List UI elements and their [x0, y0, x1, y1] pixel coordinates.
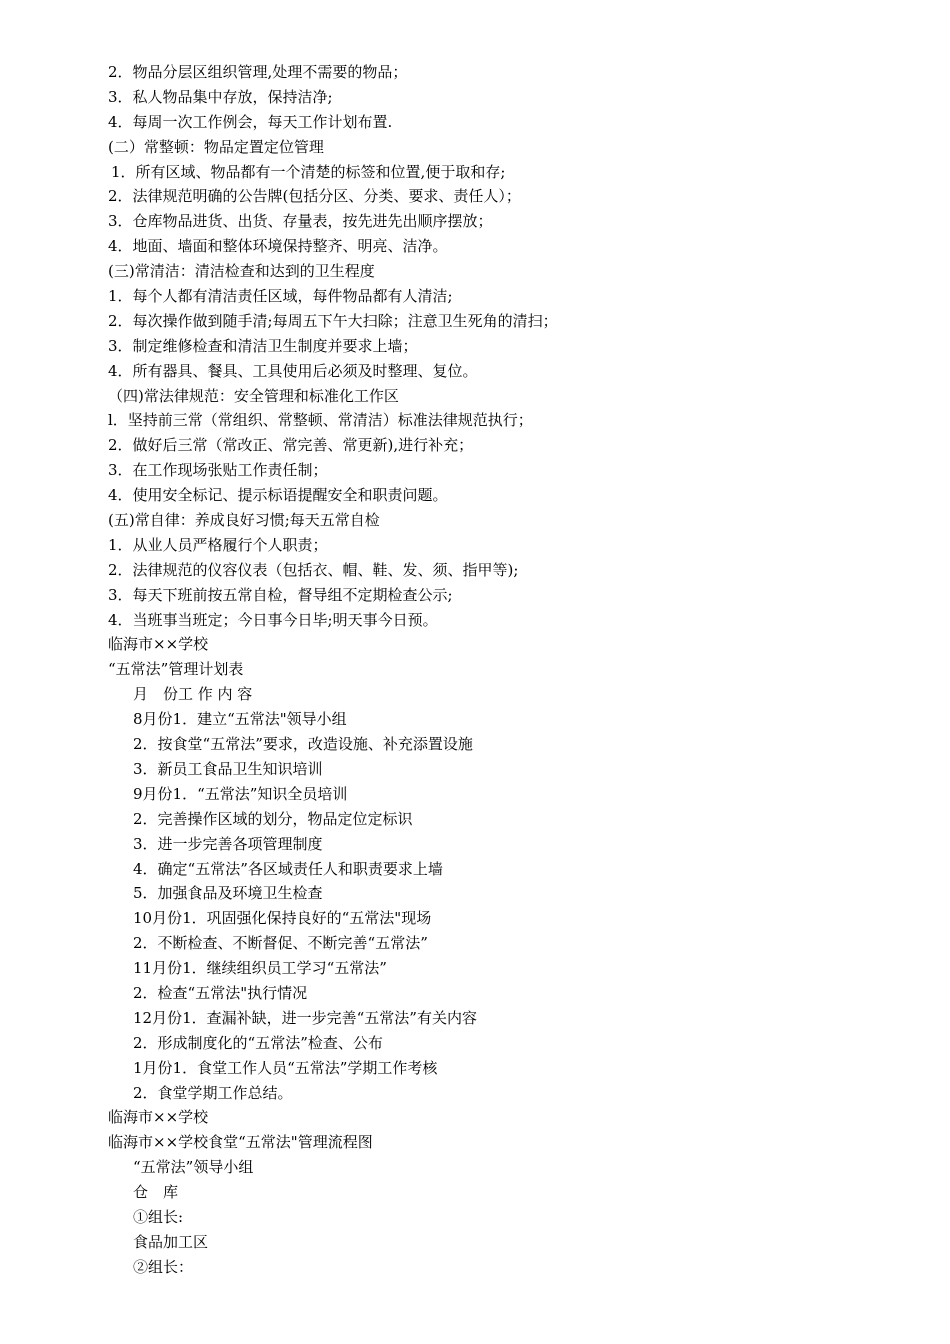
text-line: 临海市××学校	[108, 1108, 209, 1127]
text-line: “五常法”领导小组	[133, 1158, 254, 1177]
text-line: (二）常整顿：物品定置定位管理	[108, 137, 324, 156]
text-line: 12月份1．查漏补缺，进一步完善“五常法”有关内容	[133, 1008, 477, 1027]
text-line: 仓 库	[133, 1183, 179, 1202]
text-line: ①组长:	[133, 1207, 184, 1226]
text-line: 3．制定维修检查和清洁卫生制度并要求上墙；	[108, 336, 418, 355]
text-line: 1月份1．食堂工作人员“五常法”学期工作考核	[133, 1058, 438, 1077]
text-line: 食品加工区	[133, 1232, 209, 1251]
text-line: 1．所有区域、物品都有一个清楚的标签和位置,便于取和存;	[111, 162, 506, 181]
text-line: 2．做好后三常（常改正、常完善、常更新),进行补充；	[108, 436, 474, 455]
text-line: 2．物品分层区组织管理,处理不需要的物品；	[108, 63, 408, 81]
text-line: 1．每个人都有清洁责任区域，每件物品都有人清洁;	[108, 287, 453, 306]
text-line: 月 份工 作 内 容	[133, 685, 253, 704]
text-line: 3．在工作现场张贴工作责任制；	[108, 461, 328, 480]
text-line: 4．地面、墙面和整体环境保持整齐、明亮、洁净。	[108, 237, 448, 256]
text-line: 临海市××学校食堂“五常法"管理流程图	[108, 1133, 373, 1152]
text-line: 2．按食堂“五常法”要求，改造设施、补充添置设施	[133, 735, 473, 754]
text-line: 8月份1．建立“五常法"领导小组	[133, 710, 347, 729]
text-line: 5．加强食品及环境卫生检查	[133, 884, 323, 903]
text-line: 2．检查“五常法"执行情况	[133, 983, 308, 1002]
text-line: l．坚持前三常（常组织、常整顿、常清洁）标准法律规范执行；	[108, 411, 533, 430]
text-line: 11月份1．继续组织员工学习“五常法”	[133, 959, 387, 978]
text-line: (三)常清洁：清洁检查和达到的卫生程度	[108, 262, 375, 281]
text-line: 4．确定“五常法”各区域责任人和职责要求上墙	[133, 859, 443, 878]
text-line: 3．每天下班前按五常自检，督导组不定期检查公示;	[108, 585, 453, 604]
text-line: 2．法律规范的仪容仪表（包括衣、帽、鞋、发、须、指甲等);	[108, 560, 519, 579]
text-line: 3．进一步完善各项管理制度	[133, 834, 323, 853]
text-line: 4．每周一次工作例会，每天工作计划布置.	[108, 112, 393, 131]
text-line: 1．从业人员严格履行个人职责；	[108, 535, 328, 554]
text-line: （四)常法律规范：安全管理和标准化工作区	[108, 386, 399, 405]
text-line: 临海市××学校	[108, 635, 209, 654]
text-line: 2．形成制度化的“五常法”检查、公布	[133, 1033, 383, 1052]
text-line: 2．每次操作做到随手清;每周五下午大扫除；注意卫生死角的清扫；	[108, 311, 558, 330]
text-line: 9月份1．“五常法”知识全员培训	[133, 784, 348, 803]
text-line: 2．食堂学期工作总结。	[133, 1083, 293, 1102]
text-line: “五常法”管理计划表	[108, 660, 244, 679]
text-line: 4．当班事当班定；今日事今日毕;明天事今日预。	[108, 610, 438, 629]
text-line: 2．法律规范明确的公告牌(包括分区、分类、要求、责任人）；	[108, 187, 521, 206]
text-line: 4．使用安全标记、提示标语提醒安全和职责问题。	[108, 486, 448, 505]
text-line: 3．新员工食品卫生知识培训	[133, 759, 323, 778]
text-line: 10月份1．巩固强化保持良好的“五常法"现场	[133, 909, 432, 928]
text-line: 3．私人物品集中存放，保持洁净;	[108, 87, 333, 106]
text-line: 2．完善操作区域的划分，物品定位定标识	[133, 809, 413, 828]
text-line: 4．所有器具、餐具、工具使用后必须及时整理、复位。	[108, 361, 478, 380]
text-line: 2．不断检查、不断督促、不断完善“五常法”	[133, 934, 428, 953]
text-line: (五)常自律：养成良好习惯;每天五常自检	[108, 511, 380, 530]
text-line: ②组长：	[133, 1257, 194, 1276]
document-page	[108, 60, 908, 1280]
text-line: 3．仓库物品进货、出货、存量表，按先进先出顺序摆放；	[108, 212, 493, 231]
